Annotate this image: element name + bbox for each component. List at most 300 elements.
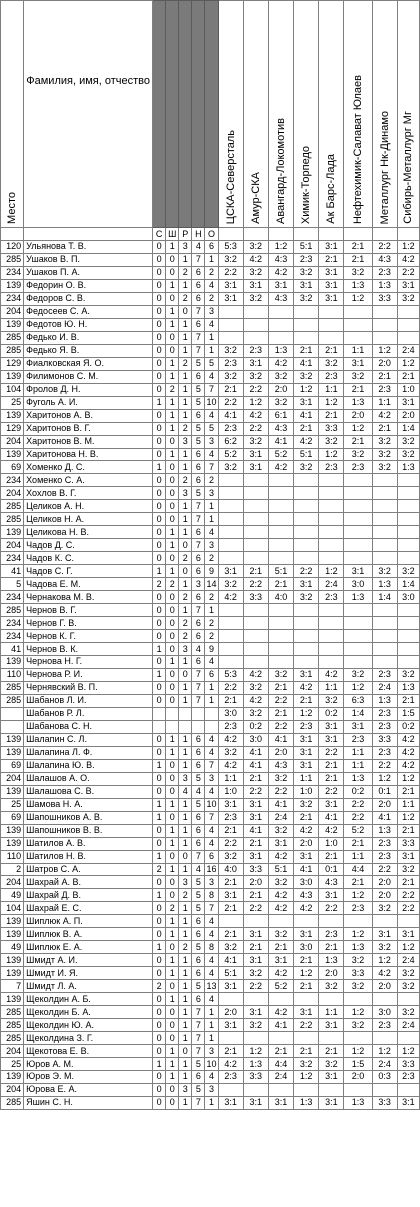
- score-cell: 2:2: [268, 720, 293, 733]
- stat-letter: С: [153, 228, 166, 241]
- stat-cell: 1: [166, 448, 179, 461]
- table-row: [1, 1096, 420, 1109]
- score-cell: 2:0: [294, 837, 319, 850]
- score-cell: [397, 474, 419, 487]
- name-cell: Шабанов Л. И.: [24, 694, 153, 707]
- score-cell: 1:4: [397, 422, 419, 435]
- stat-cell: 1: [166, 928, 179, 941]
- table-row: [1, 643, 420, 656]
- score-cell: [294, 526, 319, 539]
- score-cell: 1:2: [344, 681, 372, 694]
- place-cell: 104: [1, 383, 24, 396]
- stat-cell: 3: [205, 539, 218, 552]
- score-cell: [372, 604, 397, 617]
- stat-cell: 6: [192, 448, 205, 461]
- place-cell: 49: [1, 889, 24, 902]
- stat-cell: 2: [205, 630, 218, 643]
- stat-cell: 1: [166, 656, 179, 669]
- header-team: [243, 1, 268, 228]
- score-cell: [218, 552, 243, 565]
- stat-cell: 1: [153, 889, 166, 902]
- score-cell: 1:2: [294, 707, 319, 720]
- score-cell: 5:1: [268, 863, 293, 876]
- score-cell: 2:4: [319, 578, 344, 591]
- score-cell: [397, 643, 419, 656]
- stat-cell: 0: [153, 409, 166, 422]
- score-cell: 3:1: [268, 954, 293, 967]
- stat-cell: 0: [166, 772, 179, 785]
- stat-cell: 1: [179, 1058, 192, 1071]
- stat-cell: [179, 707, 192, 720]
- score-cell: 3:2: [397, 292, 419, 305]
- score-cell: 4:1: [218, 409, 243, 422]
- stat-cell: 1: [179, 915, 192, 928]
- stat-cell: 1: [179, 993, 192, 1006]
- sub-blank: [319, 228, 344, 241]
- name-cell: Шахрай Е. С.: [24, 902, 153, 915]
- score-cell: 3:0: [372, 1006, 397, 1019]
- table-row: [1, 539, 420, 552]
- score-cell: 3:3: [372, 1096, 397, 1109]
- score-cell: 3:3: [243, 591, 268, 604]
- score-cell: [344, 513, 372, 526]
- stat-cell: 3: [179, 435, 192, 448]
- stat-cell: 4: [205, 915, 218, 928]
- name-cell: Шалапина Л. Ф.: [24, 746, 153, 759]
- name-cell: Харитонова Н. В.: [24, 448, 153, 461]
- stat-cell: 10: [206, 1058, 217, 1069]
- score-cell: [294, 539, 319, 552]
- score-cell: [319, 604, 344, 617]
- score-cell: 2:1: [319, 772, 344, 785]
- table-row: [1, 733, 420, 746]
- stat-cell: 0: [166, 500, 179, 513]
- score-cell: 3:1: [397, 928, 419, 941]
- score-cell: 1:4: [372, 591, 397, 604]
- score-cell: 4:1: [294, 409, 319, 422]
- score-cell: 1:1: [319, 681, 344, 694]
- score-cell: 2:1: [268, 1045, 293, 1058]
- stat-cell: 0: [153, 552, 166, 565]
- stat-cell: 5: [192, 889, 205, 902]
- stat-cell: 7: [205, 383, 218, 396]
- place-cell: 139: [1, 448, 24, 461]
- score-cell: 2:1: [294, 344, 319, 357]
- name-cell: Фуголь А. И.: [24, 396, 153, 409]
- table-row: [1, 889, 420, 902]
- score-cell: 3:2: [397, 435, 419, 448]
- stat-cell: 1: [179, 1019, 192, 1032]
- score-cell: 3:1: [397, 1096, 419, 1109]
- stat-cell: 0: [166, 266, 179, 279]
- score-cell: 1:4: [397, 578, 419, 591]
- score-cell: 4:4: [344, 863, 372, 876]
- stat-cell: 1: [205, 604, 218, 617]
- stat-cell: 0: [153, 1019, 166, 1032]
- stat-cell: 1: [179, 733, 192, 746]
- score-cell: 3:2: [344, 668, 372, 681]
- name-cell: Шатилов А. В.: [24, 837, 153, 850]
- stat-cell: 1: [179, 980, 192, 993]
- sub-blank: [24, 228, 153, 241]
- stat-cell: 1: [153, 461, 166, 474]
- score-cell: 1:2: [344, 422, 372, 435]
- stat-cell: 1: [153, 643, 166, 656]
- score-cell: 2:2: [243, 578, 268, 591]
- stat-cell: 0: [166, 876, 179, 889]
- score-cell: 1:5: [397, 707, 419, 720]
- score-cell: 2:3: [243, 344, 268, 357]
- stat-cell: 4: [205, 733, 218, 746]
- score-cell: [294, 513, 319, 526]
- stat-cell: 0: [166, 552, 179, 565]
- score-cell: [397, 1032, 419, 1045]
- stat-cell: 5: [192, 357, 205, 370]
- score-cell: 4:2: [268, 850, 293, 863]
- score-cell: 2:2: [218, 837, 243, 850]
- score-cell: [243, 513, 268, 526]
- place-cell: 204: [1, 487, 24, 500]
- stat-cell: 7: [192, 331, 205, 344]
- score-cell: [294, 305, 319, 318]
- score-cell: 2:1: [319, 759, 344, 772]
- score-cell: [319, 643, 344, 656]
- place-cell: 234: [1, 591, 24, 604]
- score-cell: 3:2: [344, 980, 372, 993]
- score-cell: 3:2: [243, 967, 268, 980]
- score-cell: 1:0: [397, 383, 419, 396]
- score-cell: [268, 539, 293, 552]
- stat-cell: 1: [179, 370, 192, 383]
- score-cell: 3:1: [294, 928, 319, 941]
- score-cell: [218, 539, 243, 552]
- score-cell: 2:0: [372, 798, 397, 811]
- stat-cell: 7: [205, 759, 218, 772]
- place-cell: 41: [1, 565, 24, 578]
- score-cell: 2:1: [294, 422, 319, 435]
- stat-cell: 0: [153, 1006, 166, 1019]
- stat-cell: 1: [166, 1058, 179, 1071]
- score-cell: 3:1: [268, 837, 293, 850]
- stat-cell: 0: [153, 824, 166, 837]
- stat-cell: 1: [205, 513, 218, 526]
- score-cell: 3:1: [397, 279, 419, 292]
- score-cell: [268, 643, 293, 656]
- stat-cell: 0: [179, 850, 192, 863]
- header-place: [1, 1, 24, 228]
- place-cell: 139: [1, 837, 24, 850]
- score-cell: 3:2: [218, 578, 243, 591]
- stat-cell: 5: [205, 357, 218, 370]
- place-cell: 139: [1, 279, 24, 292]
- stat-cell: 2: [179, 941, 192, 954]
- score-cell: [268, 552, 293, 565]
- score-cell: [319, 617, 344, 630]
- score-cell: 3:1: [218, 980, 243, 993]
- score-cell: 3:2: [294, 370, 319, 383]
- score-cell: 3:3: [372, 292, 397, 305]
- score-cell: 4:3: [319, 876, 344, 889]
- table-row: [1, 746, 420, 759]
- stat-cell: 6: [192, 915, 205, 928]
- score-cell: 2:1: [319, 941, 344, 954]
- table-row: [1, 604, 420, 617]
- score-cell: 3:2: [372, 565, 397, 578]
- name-cell: Чернов В. К.: [24, 643, 153, 656]
- score-cell: 4:2: [268, 266, 293, 279]
- score-cell: 2:3: [294, 253, 319, 266]
- name-cell: Шапошников В. В.: [24, 824, 153, 837]
- score-cell: [218, 487, 243, 500]
- stat-cell: 0: [179, 1045, 192, 1058]
- score-cell: [294, 331, 319, 344]
- score-cell: 3:2: [218, 850, 243, 863]
- table-row: [1, 630, 420, 643]
- stat-cell: 1: [205, 694, 218, 707]
- place-cell: 69: [1, 461, 24, 474]
- name-cell: Федько Я. В.: [24, 344, 153, 357]
- name-cell: Целикова Н. В.: [24, 526, 153, 539]
- score-cell: 5:1: [268, 565, 293, 578]
- score-cell: [397, 305, 419, 318]
- score-cell: [243, 305, 268, 318]
- score-cell: 2:2: [243, 980, 268, 993]
- place-cell: 110: [1, 850, 24, 863]
- stat-cell: 6: [192, 733, 205, 746]
- score-cell: 4:1: [294, 863, 319, 876]
- place-cell: 234: [1, 630, 24, 643]
- score-cell: 4:2: [243, 253, 268, 266]
- score-cell: 3:2: [268, 824, 293, 837]
- score-cell: 6:3: [344, 694, 372, 707]
- score-cell: [268, 604, 293, 617]
- score-cell: 3:2: [243, 681, 268, 694]
- stat-cell: 8: [205, 941, 218, 954]
- score-cell: [243, 617, 268, 630]
- stat-cell: 3: [205, 435, 218, 448]
- table-row: [1, 863, 420, 876]
- stat-cell: 1: [179, 967, 192, 980]
- score-cell: 1:2: [344, 889, 372, 902]
- score-cell: 0:2: [243, 720, 268, 733]
- stat-cell: 1: [179, 824, 192, 837]
- stat-cell: 0: [153, 383, 166, 396]
- stat-cell: 0: [166, 980, 179, 993]
- score-cell: 2:3: [372, 707, 397, 720]
- score-cell: 2:2: [397, 889, 419, 902]
- score-cell: 2:2: [218, 396, 243, 409]
- stat-cell: 0: [153, 357, 166, 370]
- score-cell: 4:2: [243, 668, 268, 681]
- stat-cell: 4: [205, 928, 218, 941]
- score-cell: 2:1: [344, 876, 372, 889]
- score-cell: 3:2: [294, 591, 319, 604]
- stat-cell: 2: [179, 474, 192, 487]
- name-cell: Шабанов Р. Л.: [24, 707, 153, 720]
- score-cell: 2:1: [294, 1045, 319, 1058]
- stat-cell: [153, 720, 166, 733]
- stat-cell: 0: [166, 1032, 179, 1045]
- score-cell: 4:2: [243, 409, 268, 422]
- stat-cell: 2: [166, 902, 179, 915]
- score-cell: 4:2: [218, 733, 243, 746]
- stat-cell: 3: [179, 772, 192, 785]
- stat-cell: 5: [192, 902, 205, 915]
- score-cell: [344, 552, 372, 565]
- score-cell: 3:2: [372, 448, 397, 461]
- score-cell: 5:3: [218, 241, 243, 254]
- stat-cell: 1: [179, 681, 192, 694]
- stat-cell: 1: [179, 253, 192, 266]
- table-row: [1, 941, 420, 954]
- score-cell: 3:2: [344, 1019, 372, 1032]
- stat-cell: 0: [166, 617, 179, 630]
- score-cell: 1:1: [372, 396, 397, 409]
- score-cell: 4:3: [268, 759, 293, 772]
- score-cell: 2:0: [397, 409, 419, 422]
- score-cell: [319, 630, 344, 643]
- place-cell: 285: [1, 604, 24, 617]
- score-cell: 2:2: [372, 863, 397, 876]
- score-cell: 2:2: [397, 266, 419, 279]
- score-cell: 3:2: [319, 980, 344, 993]
- score-cell: 3:1: [243, 811, 268, 824]
- place-cell: 139: [1, 993, 24, 1006]
- score-cell: 3:2: [372, 435, 397, 448]
- score-cell: [268, 915, 293, 928]
- score-cell: 2:1: [218, 1045, 243, 1058]
- stat-cell: 0: [166, 1083, 179, 1096]
- score-cell: [397, 513, 419, 526]
- score-cell: [268, 474, 293, 487]
- stat-cell: 6: [192, 811, 205, 824]
- stat-cell: 4: [179, 785, 192, 798]
- score-cell: [243, 1032, 268, 1045]
- team-label: Металлург Нк-Динамо: [378, 110, 391, 224]
- header-team: [372, 1, 397, 228]
- stat-letter: Ш: [166, 228, 179, 241]
- score-cell: 2:3: [294, 720, 319, 733]
- stat-cell: 4: [205, 318, 218, 331]
- score-cell: [218, 318, 243, 331]
- score-cell: 2:1: [319, 344, 344, 357]
- name-cell: Шатилов Н. В.: [24, 850, 153, 863]
- score-cell: [294, 1083, 319, 1096]
- score-cell: 4:2: [218, 1058, 243, 1071]
- score-cell: 2:1: [243, 889, 268, 902]
- stat-cell: 3: [205, 487, 218, 500]
- table-row: [1, 370, 420, 383]
- score-cell: [319, 331, 344, 344]
- stat-cell: 9: [205, 565, 218, 578]
- score-cell: [319, 552, 344, 565]
- score-cell: 5:2: [268, 980, 293, 993]
- score-cell: [344, 1032, 372, 1045]
- name-cell: Щеколдин А. Б.: [24, 993, 153, 1006]
- stat-cell: 1: [166, 305, 179, 318]
- score-cell: 1:2: [372, 344, 397, 357]
- score-cell: [294, 630, 319, 643]
- score-cell: 3:2: [319, 435, 344, 448]
- stat-cell: 1: [179, 954, 192, 967]
- score-cell: 4:2: [294, 435, 319, 448]
- stat-cell: 2: [153, 578, 166, 591]
- stat-cell: 0: [153, 526, 166, 539]
- stat-cell: 2: [179, 357, 192, 370]
- score-cell: 5:3: [218, 668, 243, 681]
- score-cell: 2:1: [319, 409, 344, 422]
- score-cell: 2:2: [268, 694, 293, 707]
- stat-cell: 0: [153, 746, 166, 759]
- score-cell: [344, 993, 372, 1006]
- stat-cell: 6: [192, 617, 205, 630]
- stat-cell: 6: [192, 824, 205, 837]
- name-cell: Хохлов В. Г.: [24, 487, 153, 500]
- score-cell: 2:2: [372, 241, 397, 254]
- table-row: [1, 487, 420, 500]
- score-cell: 3:1: [344, 357, 372, 370]
- stat-cell: 1: [166, 241, 179, 254]
- score-cell: 3:1: [294, 759, 319, 772]
- table-row: [1, 241, 420, 254]
- place-cell: 25: [1, 396, 24, 409]
- score-cell: [372, 643, 397, 656]
- score-cell: 6:1: [268, 409, 293, 422]
- score-cell: 4:2: [397, 253, 419, 266]
- stat-cell: 6: [192, 954, 205, 967]
- place-cell: 120: [1, 241, 24, 254]
- stat-cell: [179, 720, 192, 733]
- score-cell: 2:1: [372, 370, 397, 383]
- stat-cell: 6: [192, 837, 205, 850]
- place-cell: 139: [1, 1071, 24, 1084]
- score-cell: 3:2: [243, 292, 268, 305]
- stat-cell: 4: [205, 993, 218, 1006]
- stat-cell: 14: [206, 578, 217, 589]
- stat-cell: 0: [153, 681, 166, 694]
- score-cell: [294, 643, 319, 656]
- stat-cell: 9: [205, 643, 218, 656]
- score-cell: 1:1: [344, 344, 372, 357]
- place-cell: 204: [1, 772, 24, 785]
- place-cell: 204: [1, 435, 24, 448]
- score-cell: 3:1: [243, 798, 268, 811]
- score-cell: 3:2: [372, 902, 397, 915]
- stat-cell: 7: [192, 850, 205, 863]
- score-cell: [319, 474, 344, 487]
- score-cell: 3:1: [319, 889, 344, 902]
- score-cell: 3:0: [243, 733, 268, 746]
- score-cell: 4:2: [372, 967, 397, 980]
- table-row: [1, 500, 420, 513]
- stat-cell: 5: [192, 383, 205, 396]
- stat-cell: 2: [205, 552, 218, 565]
- score-cell: [372, 617, 397, 630]
- score-cell: 2:1: [344, 383, 372, 396]
- table-row: [1, 707, 420, 720]
- score-cell: 2:3: [372, 383, 397, 396]
- score-cell: 2:4: [268, 811, 293, 824]
- name-cell: Ушаков П. А.: [24, 266, 153, 279]
- stat-cell: 3: [179, 487, 192, 500]
- score-cell: 3:1: [243, 448, 268, 461]
- stat-cell: 0: [179, 305, 192, 318]
- stat-cell: 2: [179, 266, 192, 279]
- stat-cell: 7: [192, 1006, 205, 1019]
- score-cell: 1:3: [372, 824, 397, 837]
- stat-cell: 6: [192, 279, 205, 292]
- score-cell: 4:2: [319, 824, 344, 837]
